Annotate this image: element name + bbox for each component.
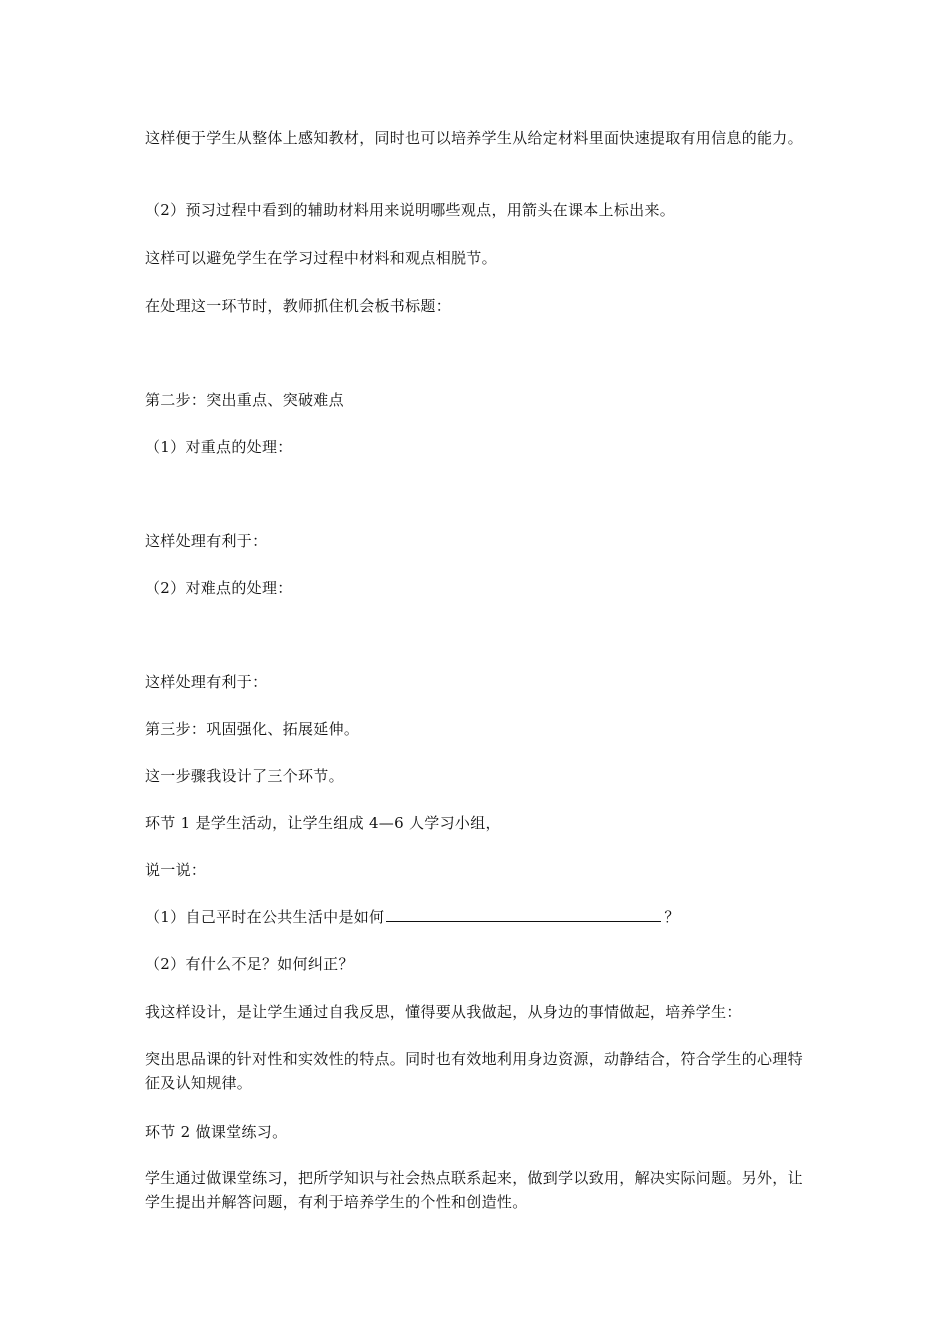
paragraph-benefit-2: 这样处理有利于： xyxy=(145,673,268,691)
paragraph-three-links: 这一步骤我设计了三个环节。 xyxy=(145,767,344,785)
paragraph-question-1 xyxy=(145,905,815,929)
paragraph-blackboard-title: 在处理这一环节时，教师抓住机会板书标题： xyxy=(145,297,452,315)
paragraph-course-features: 突出思品课的针对性和实效性的特点。同时也有效地利用身边资源，动静结合，符合学生的心理特征及认知规律。 xyxy=(145,1050,803,1092)
fill-in-blank-line xyxy=(386,906,661,922)
question-1-suffix: ？ xyxy=(664,908,680,926)
paragraph-classroom-exercise: 学生通过做课堂练习，把所学知识与社会热点联系起来，做到学以致用，解决实际问题。另外，让学生提出并解答问题，有利于培养学生的个性和创造性。 xyxy=(145,1169,803,1211)
paragraph-benefit-1: 这样处理有利于： xyxy=(145,532,268,550)
paragraph-avoid-disconnect: 这样可以避免学生在学习过程中材料和观点相脱节。 xyxy=(145,249,497,267)
paragraph-say-it: 说一说： xyxy=(145,861,207,879)
paragraph-design-reflection: 我这样设计，是让学生通过自我反思，懂得要从我做起，从身边的事情做起，培养学生： xyxy=(145,1003,742,1021)
paragraph-difficulty-handling: （2）对难点的处理： xyxy=(145,579,293,597)
paragraph-link-2: 环节 2 做课堂练习。 xyxy=(145,1123,288,1141)
paragraph-preview-step-2: （2）预习过程中看到的辅助材料用来说明哪些观点，用箭头在课本上标出来。 xyxy=(145,201,676,219)
paragraph-overall-perception: 这样便于学生从整体上感知教材，同时也可以培养学生从给定材料里面快速提取有用信息的能力。 xyxy=(145,129,803,147)
paragraph-question-2: （2）有什么不足？如何纠正？ xyxy=(145,955,354,973)
paragraph-key-point-handling: （1）对重点的处理： xyxy=(145,438,293,456)
paragraph-link-1: 环节 1 是学生活动，让学生组成 4—6 人学习小组， xyxy=(145,814,501,832)
question-1-prefix: （1）自己平时在公共生活中是如何 xyxy=(145,908,385,926)
heading-step-three: 第三步：巩固强化、拓展延伸。 xyxy=(145,720,360,738)
heading-step-two: 第二步：突出重点、突破难点 xyxy=(145,391,344,409)
